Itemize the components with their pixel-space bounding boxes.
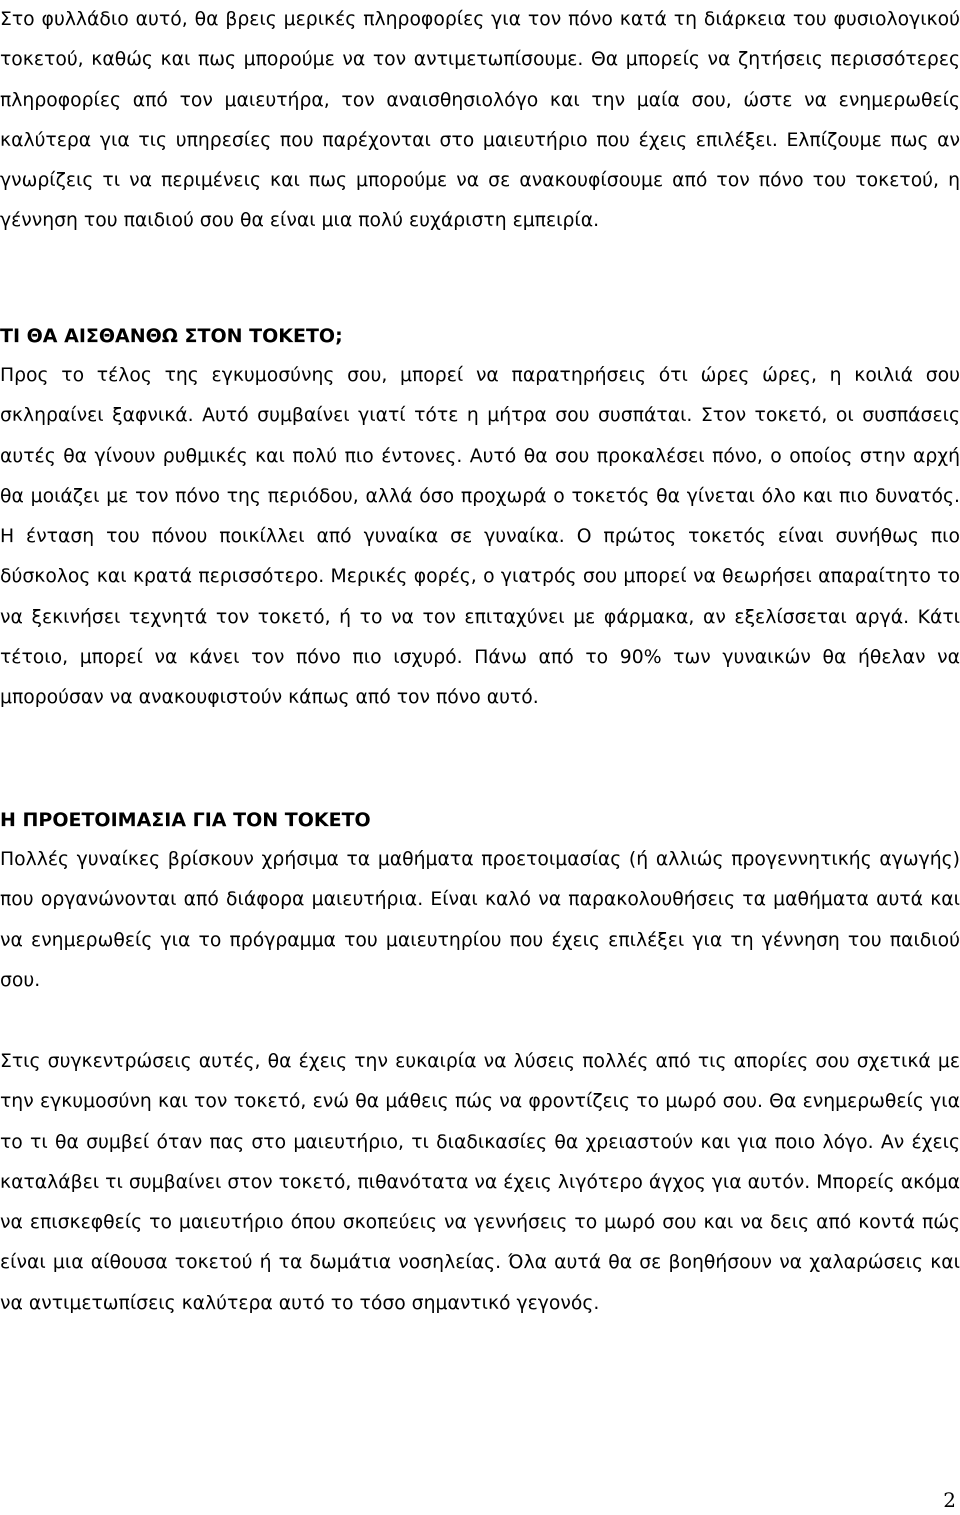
section-heading-labor-sensation: ΤΙ ΘΑ ΑΙΣΘΑΝΘΩ ΣΤΟΝ ΤΟΚΕΤΟ; — [0, 325, 343, 347]
section-paragraph-labor-sensation: Προς το τέλος της εγκυμοσύνης σου, μπορεί να παρατηρήσεις ότι ώρες ώρες, η κοιλιά σου σκληραίνει ξαφνικά. Αυτό συμβαίνει γιατί τότε η μήτρα σου συσπάται. Στον τοκετό, οι συσπάσεις αυτές θα γίνουν ρυθμικές και πολύ πιο έντονες. Αυτό θα σου προκαλέσει πόνο, ο οποίος στην αρχή θα μοιάζει με τον πόνο της περιόδου, αλλά όσο προχωρά ο τοκετός θα γίνεται όλο και πιο δυνατός. Η ένταση του πόνου ποικίλλει από γυναίκα σε γυναίκα. Ο πρώτος τοκετός είναι συνήθως πιο δύσκολος και κρατά περισσότερο. Μερικές φορές, ο γιατρός σου μπορεί να θεωρήσει απαραίτητο το να ξεκινήσει τεχνητά τον τοκετό, ή το να τον επιταχύνει με φάρμακα, αν εξελίσσεται αργά. Κάτι τέτοιο, μπορεί να κάνει τον πόνο πιο ισχυρό. Πάνω από το 90% των γυναικών θα ήθελαν να μπορούσαν να ανακουφιστούν κάπως από τον πόνο αυτό. — [0, 365, 960, 709]
section-heading-labor-preparation: Η ΠΡΟΕΤΟΙΜΑΣΙΑ ΓΙΑ ΤΟΝ ΤΟΚΕΤΟ — [0, 809, 371, 831]
section-paragraph-labor-preparation-2: Στις συγκεντρώσεις αυτές, θα έχεις την ευκαιρία να λύσεις πολλές από τις απορίες σου σχετικά με την εγκυμοσύνη και τον τοκετό, ενώ θα μάθεις πώς να φροντίζεις το μωρό σου. Θα ενημερωθείς για το τι θα συμβεί όταν πας στο μαιευτήριο, τι διαδικασίες θα χρειαστούν και για ποιο λόγο. Αν έχεις καταλάβει τι συμβαίνει στον τοκετό, πιθανότατα να έχεις λιγότερο άγχος για αυτόν. Μπορείς ακόμα να επισκεφθείς το μαιευτήριο όπου σκοπεύεις να γεννήσεις το μωρό σου και να δεις από κοντά πώς είναι μια αίθουσα τοκετού ή τα δωμάτια νοσηλείας. Όλα αυτά θα σε βοηθήσουν να χαλαρώσεις και να αντιμετωπίσεις καλύτερα αυτό το τόσο σημαντικό γεγονός. — [0, 1051, 960, 1314]
intro-paragraph: Στο φυλλάδιο αυτό, θα βρεις μερικές πληροφορίες για τον πόνο κατά τη διάρκεια του φυσιολογικού τοκετού, καθώς και πως μπορούμε να τον αντιμετωπίσουμε. Θα μπορείς να ζητήσεις περισσότερες πληροφορίες από τον μαιευτήρα, τον αναισθησιολόγο και την μαία σου, ώστε να ενημερωθείς καλύτερα για τις υπηρεσίες που παρέχονται στο μαιευτήριο που έχεις επιλέξει. Ελπίζουμε πως αν γνωρίζεις τι να περιμένεις και πως μπορούμε να σε ανακουφίσουμε από τον πόνο του τοκετού, η γέννηση του παιδιού σου θα είναι μια πολύ ευχάριστη εμπειρία. — [0, 9, 960, 232]
page-number: 2 — [943, 1488, 956, 1512]
section-paragraph-labor-preparation-1: Πολλές γυναίκες βρίσκουν χρήσιμα τα μαθήματα προετοιμασίας (ή αλλιώς προγεννητικής αγωγής) που οργανώνονται από διάφορα μαιευτήρια. Είναι καλό να παρακολουθήσεις τα μαθήματα αυτά και να ενημερωθείς για το πρόγραμμα του μαιευτηρίου που έχεις επιλέξει για τη γέννηση του παιδιού σου. — [0, 849, 960, 991]
